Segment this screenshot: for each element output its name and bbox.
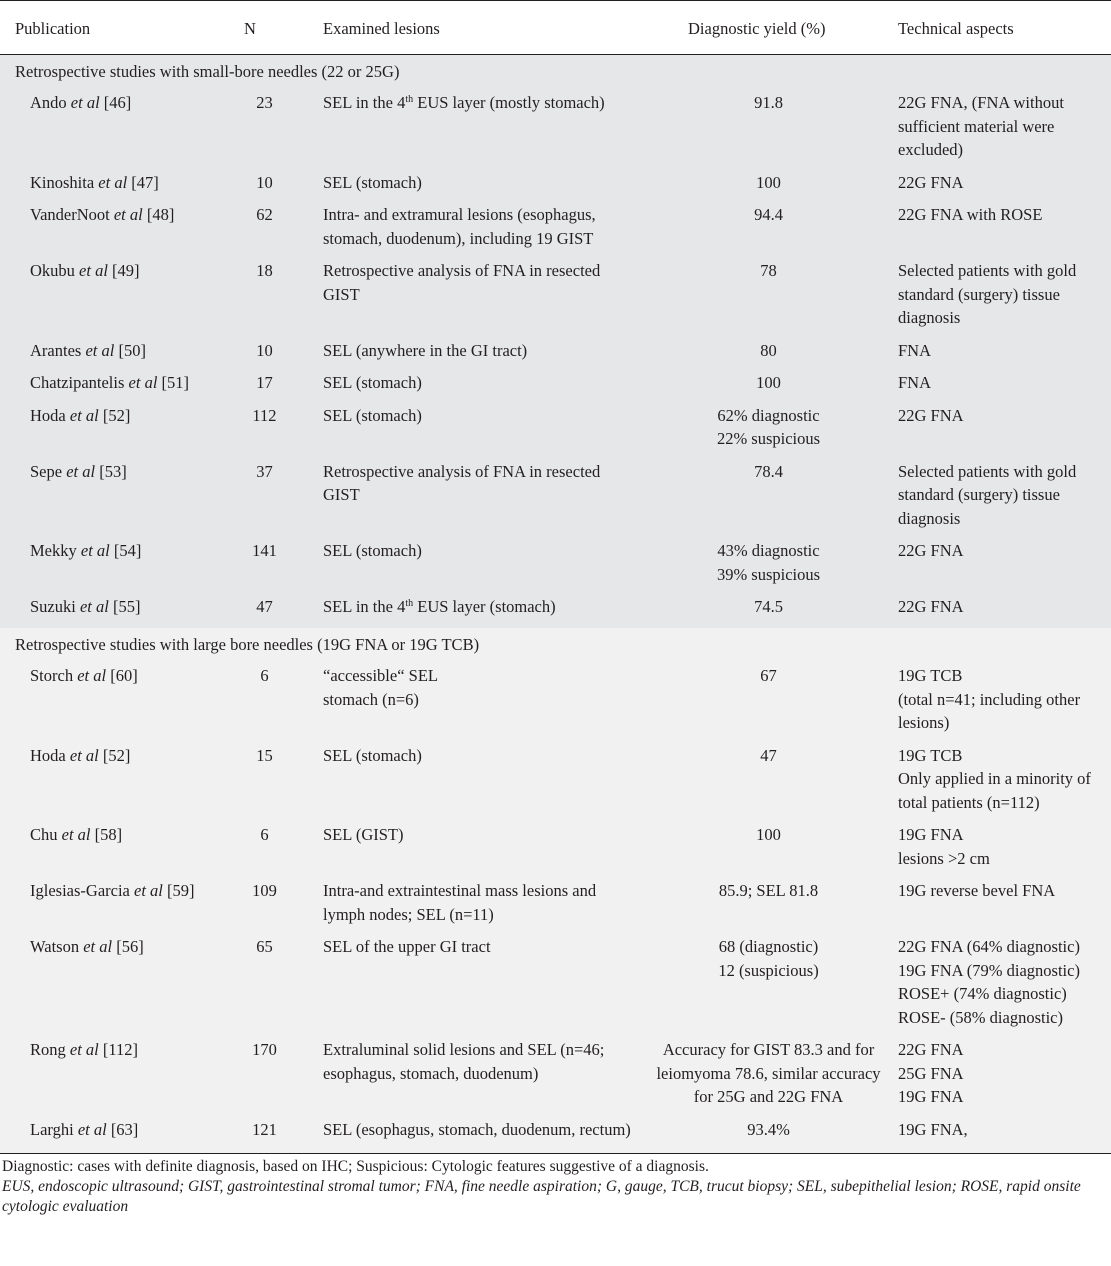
yield-line: 67 bbox=[760, 666, 777, 685]
reference: [63] bbox=[110, 1119, 139, 1139]
footnote-abbreviations: EUS, endoscopic ultrasound; GIST, gastrointestinal stromal tumor; FNA, fine needle aspiration; G, gauge, TCB, trucut biopsy; SEL, subepithelial lesion; ROSE, rapid onsite cytologic evaluation bbox=[2, 1178, 1081, 1215]
yield-line: 93.4% bbox=[747, 1119, 790, 1139]
et-al: et al bbox=[77, 1119, 107, 1139]
publication-cell bbox=[0, 879, 243, 935]
reference: [60] bbox=[110, 666, 138, 685]
technical-cell bbox=[886, 460, 1111, 540]
lesions-cell bbox=[286, 404, 641, 460]
reference: [52] bbox=[102, 745, 131, 765]
technical-cell bbox=[886, 1038, 1111, 1118]
author-name: Chatzipantelis bbox=[30, 373, 125, 392]
yield-cell bbox=[641, 171, 886, 204]
technical-cell bbox=[886, 339, 1111, 372]
et-al: et al bbox=[70, 93, 100, 112]
yield-cell bbox=[641, 371, 886, 404]
table-row bbox=[0, 664, 1111, 744]
technical-line: 22G FNA bbox=[898, 541, 964, 560]
author-name: Arantes bbox=[30, 340, 82, 360]
lesions-line: SEL (anywhere in the GI tract) bbox=[323, 340, 528, 360]
lesions-line: SEL (stomach) bbox=[323, 541, 422, 560]
reference: [59] bbox=[167, 881, 195, 900]
technical-line: 25G FNA bbox=[898, 1063, 964, 1083]
yield-cell bbox=[641, 823, 886, 879]
publication-cell bbox=[0, 404, 243, 460]
lesions-line: Intra-and extraintestinal mass lesions and lymph nodes; SEL (n=11) bbox=[323, 881, 597, 924]
technical-line: FNA bbox=[898, 340, 932, 360]
table-row bbox=[0, 879, 1111, 935]
technical-line: 19G TCB bbox=[898, 745, 963, 765]
header-row bbox=[0, 1, 1111, 55]
author-name: Sepe bbox=[30, 461, 63, 481]
technical-line: 19G FNA, bbox=[898, 1119, 968, 1139]
technical-cell bbox=[886, 823, 1111, 879]
lesions-cell bbox=[286, 664, 641, 744]
technical-cell bbox=[886, 539, 1111, 595]
n-cell: 170 bbox=[252, 1040, 277, 1059]
reference: [46] bbox=[103, 93, 132, 112]
publication-cell bbox=[0, 1118, 243, 1154]
technical-line: lesions >2 cm bbox=[898, 848, 990, 868]
author-name: Larghi bbox=[30, 1119, 74, 1139]
technical-cell bbox=[886, 595, 1111, 628]
et-al: et al bbox=[134, 881, 163, 900]
lesions-line: SEL (stomach) bbox=[323, 405, 422, 425]
n-cell: 18 bbox=[256, 261, 273, 280]
table-row bbox=[0, 259, 1111, 339]
et-al: et al bbox=[83, 937, 113, 956]
lesions-cell bbox=[286, 744, 641, 824]
et-al: et al bbox=[69, 745, 99, 765]
yield-line: Accuracy for GIST 83.3 and for leiomyoma 78.6, similar accuracy for 25G and 22G FNA bbox=[656, 1040, 881, 1106]
reference: [58] bbox=[94, 825, 123, 844]
table-row bbox=[0, 91, 1111, 171]
publication-cell bbox=[0, 171, 243, 204]
yield-cell bbox=[641, 1118, 886, 1154]
reference: [56] bbox=[116, 937, 144, 956]
technical-line: 19G FNA (79% diagnostic) bbox=[898, 960, 1080, 980]
n-cell: 65 bbox=[256, 937, 273, 956]
table-row bbox=[0, 1038, 1111, 1118]
lesions-cell bbox=[286, 171, 641, 204]
lesions-line: Retrospective analysis of FNA in resected GIST bbox=[323, 461, 601, 504]
n-cell: 6 bbox=[260, 666, 269, 685]
n-cell: 6 bbox=[260, 825, 269, 844]
header-technical: Technical aspects bbox=[886, 1, 1111, 55]
reference: [52] bbox=[102, 405, 131, 425]
lesions-cell bbox=[286, 339, 641, 372]
et-al: et al bbox=[80, 541, 110, 560]
n-cell: 121 bbox=[243, 1118, 286, 1154]
yield-line: 78.4 bbox=[754, 461, 783, 481]
header-publication: Publication bbox=[0, 1, 243, 55]
technical-cell bbox=[886, 744, 1111, 824]
lesions-text: SEL in the 4 bbox=[323, 597, 406, 616]
author-name: Watson bbox=[30, 937, 80, 956]
technical-cell bbox=[886, 371, 1111, 404]
technical-line: 19G TCB bbox=[898, 666, 963, 685]
et-al: et al bbox=[69, 405, 99, 425]
yield-cell bbox=[641, 664, 886, 744]
et-al: et al bbox=[79, 597, 109, 616]
reference: [54] bbox=[113, 541, 142, 560]
technical-line: 22G FNA with ROSE bbox=[898, 205, 1043, 224]
technical-line: ROSE+ (74% diagnostic) bbox=[898, 984, 1067, 1003]
n-cell: 15 bbox=[256, 745, 273, 765]
yield-cell bbox=[641, 203, 886, 259]
table-header bbox=[0, 1, 1111, 55]
technical-cell bbox=[886, 935, 1111, 1038]
author-name: Okubu bbox=[30, 261, 75, 280]
lesions-text: EUS layer (mostly stomach) bbox=[413, 93, 605, 112]
technical-line: 19G FNA bbox=[898, 825, 964, 844]
yield-line: 62% diagnostic bbox=[717, 405, 820, 425]
lesions-line: Intra- and extramural lesions (esophagus, stomach, duodenum), including 19 GIST bbox=[323, 205, 596, 248]
n-cell: 62 bbox=[256, 205, 273, 224]
lesions-cell bbox=[286, 539, 641, 595]
lesions-line: Retrospective analysis of FNA in resected GIST bbox=[323, 261, 601, 304]
technical-line: 19G reverse bevel FNA bbox=[898, 881, 1056, 900]
reference: [55] bbox=[112, 597, 141, 616]
author-name: Suzuki bbox=[30, 597, 76, 616]
lesions-cell bbox=[286, 823, 641, 879]
yield-line: 80 bbox=[760, 340, 777, 360]
author-name: Rong bbox=[30, 1040, 66, 1059]
technical-line: 22G FNA, (FNA without sufficient material were excluded) bbox=[898, 93, 1064, 159]
lesions-text: EUS layer (stomach) bbox=[413, 597, 556, 616]
yield-line: 12 (suspicious) bbox=[718, 960, 819, 980]
author-name: Mekky bbox=[30, 541, 77, 560]
n-cell: 17 bbox=[256, 373, 273, 392]
et-al: et al bbox=[113, 205, 143, 224]
reference: [49] bbox=[112, 261, 140, 280]
yield-cell bbox=[641, 744, 886, 824]
technical-line: 22G FNA bbox=[898, 1040, 964, 1059]
section-title: Retrospective studies with small-bore needles (22 or 25G) bbox=[15, 61, 400, 81]
publication-cell bbox=[0, 539, 243, 595]
n-cell: 10 bbox=[256, 172, 273, 192]
yield-cell bbox=[641, 539, 886, 595]
table-row bbox=[0, 339, 1111, 372]
ordinal-suffix: th bbox=[405, 598, 414, 609]
publication-cell bbox=[0, 460, 243, 540]
reference: [112] bbox=[102, 1040, 139, 1059]
lesions-cell bbox=[286, 91, 641, 171]
yield-line: 22% suspicious bbox=[716, 429, 821, 448]
lesions-line: SEL (stomach) bbox=[323, 745, 422, 765]
section-header-row bbox=[0, 54, 1111, 91]
yield-line: 39% suspicious bbox=[716, 564, 821, 584]
yield-line: 47 bbox=[760, 745, 777, 765]
yield-line: 100 bbox=[756, 825, 781, 844]
yield-line: 91.8 bbox=[754, 93, 783, 112]
technical-line: Selected patients with gold standard (surgery) tissue diagnosis bbox=[898, 461, 1077, 528]
author-name: Chu bbox=[30, 825, 58, 844]
table-row bbox=[0, 460, 1111, 540]
reference: [47] bbox=[131, 172, 159, 192]
et-al: et al bbox=[128, 373, 158, 392]
table-footnotes bbox=[0, 1154, 1111, 1217]
yield-line: 74.5 bbox=[754, 597, 783, 616]
lesions-line: SEL (stomach) bbox=[323, 373, 422, 392]
publication-cell bbox=[0, 595, 243, 628]
yield-line: 85.9; SEL 81.8 bbox=[718, 881, 819, 900]
lesions-line: Extraluminal solid lesions and SEL (n=46; esophagus, stomach, duodenum) bbox=[323, 1040, 605, 1083]
table-row bbox=[0, 539, 1111, 595]
technical-line: 22G FNA bbox=[898, 405, 964, 425]
technical-cell bbox=[886, 1118, 1111, 1154]
lesions-cell bbox=[286, 203, 641, 259]
lesions-cell bbox=[286, 1038, 641, 1118]
et-al: et al bbox=[98, 172, 128, 192]
yield-line: 78 bbox=[760, 261, 777, 280]
publication-cell bbox=[0, 339, 243, 372]
group-large-bore bbox=[0, 628, 1111, 1154]
author-name: Kinoshita bbox=[30, 172, 95, 192]
yield-cell bbox=[641, 339, 886, 372]
table-row bbox=[0, 595, 1111, 628]
lesions-line: SEL (esophagus, stomach, duodenum, rectum) bbox=[323, 1119, 631, 1139]
publication-cell bbox=[0, 664, 243, 744]
technical-line: 22G FNA (64% diagnostic) bbox=[898, 937, 1080, 956]
et-al: et al bbox=[77, 666, 107, 685]
author-name: Storch bbox=[30, 666, 74, 685]
technical-cell bbox=[886, 91, 1111, 171]
technical-line: Selected patients with gold standard (surgery) tissue diagnosis bbox=[898, 261, 1077, 327]
table-row bbox=[0, 1118, 1111, 1154]
et-al: et al bbox=[61, 825, 91, 844]
table-row bbox=[0, 203, 1111, 259]
reference: [50] bbox=[118, 340, 146, 360]
technical-cell bbox=[886, 203, 1111, 259]
n-cell: 109 bbox=[252, 881, 277, 900]
publication-cell bbox=[0, 203, 243, 259]
yield-line: 43% diagnostic bbox=[717, 541, 820, 560]
lesions-text: SEL in the 4 bbox=[323, 93, 406, 112]
yield-cell bbox=[641, 1038, 886, 1118]
reference: [53] bbox=[99, 461, 127, 481]
lesions-cell bbox=[286, 879, 641, 935]
section-title: Retrospective studies with large bore needles (19G FNA or 19G TCB) bbox=[15, 634, 480, 654]
technical-line: 19G FNA bbox=[898, 1087, 964, 1106]
lesions-cell bbox=[286, 259, 641, 339]
lesions-cell bbox=[286, 595, 641, 628]
yield-cell bbox=[641, 935, 886, 1038]
lesions-line: SEL (GIST) bbox=[323, 825, 404, 844]
yield-line: 100 bbox=[756, 172, 781, 192]
yield-cell bbox=[641, 404, 886, 460]
technical-cell bbox=[886, 404, 1111, 460]
section-header-row bbox=[0, 628, 1111, 665]
table-row bbox=[0, 744, 1111, 824]
technical-cell bbox=[886, 171, 1111, 204]
technical-line: 22G FNA bbox=[898, 597, 964, 616]
table-row bbox=[0, 935, 1111, 1038]
n-cell: 10 bbox=[256, 340, 273, 360]
yield-line: 68 (diagnostic) bbox=[718, 937, 819, 956]
technical-line: Only applied in a minority of total patients (n=112) bbox=[898, 769, 1091, 812]
lesions-cell bbox=[286, 935, 641, 1038]
yield-cell bbox=[641, 595, 886, 628]
lesions-line: “accessible“ SEL bbox=[323, 666, 438, 685]
yield-cell bbox=[641, 879, 886, 935]
author-name: Ando bbox=[30, 93, 67, 112]
et-al: et al bbox=[85, 340, 115, 360]
lesions-cell bbox=[286, 460, 641, 540]
table-row bbox=[0, 404, 1111, 460]
n-cell: 37 bbox=[256, 461, 273, 481]
lesions-line: SEL of the upper GI tract bbox=[323, 937, 491, 956]
et-al: et al bbox=[79, 261, 108, 280]
group-small-bore bbox=[0, 54, 1111, 628]
yield-cell bbox=[641, 91, 886, 171]
technical-cell bbox=[886, 259, 1111, 339]
publication-cell bbox=[0, 823, 243, 879]
technical-line: 22G FNA bbox=[898, 172, 964, 192]
technical-cell bbox=[886, 879, 1111, 935]
lesions-cell bbox=[286, 1118, 641, 1154]
n-cell: 47 bbox=[256, 597, 273, 616]
lesions-line: SEL (stomach) bbox=[323, 172, 422, 192]
n-cell: 141 bbox=[252, 541, 277, 560]
yield-line: 100 bbox=[756, 373, 781, 392]
publication-cell bbox=[0, 1038, 243, 1118]
author-name: VanderNoot bbox=[30, 205, 110, 224]
technical-line: FNA bbox=[898, 373, 932, 392]
yield-line: 94.4 bbox=[754, 205, 783, 224]
table-row bbox=[0, 823, 1111, 879]
yield-cell bbox=[641, 259, 886, 339]
author-name: Hoda bbox=[30, 745, 66, 765]
lesions-line: stomach (n=6) bbox=[323, 689, 419, 709]
et-al: et al bbox=[69, 1040, 99, 1059]
ordinal-suffix: th bbox=[405, 94, 414, 105]
header-lesions: Examined lesions bbox=[286, 1, 641, 55]
technical-line: ROSE- (58% diagnostic) bbox=[898, 1007, 1063, 1027]
technical-cell bbox=[886, 664, 1111, 744]
publication-cell bbox=[0, 371, 243, 404]
table-row bbox=[0, 171, 1111, 204]
lesions-cell bbox=[286, 371, 641, 404]
author-name: Hoda bbox=[30, 405, 66, 425]
et-al: et al bbox=[66, 461, 96, 481]
publication-cell bbox=[0, 744, 243, 824]
n-cell: 112 bbox=[252, 405, 277, 425]
header-n: N bbox=[243, 1, 286, 55]
footnote-definitions: Diagnostic: cases with definite diagnosis, based on IHC; Suspicious: Cytologic features suggestive of a diagnosis. bbox=[2, 1158, 709, 1175]
n-cell: 23 bbox=[256, 93, 273, 112]
table-row bbox=[0, 371, 1111, 404]
yield-cell bbox=[641, 460, 886, 540]
author-name: Iglesias-Garcia bbox=[30, 881, 130, 900]
reference: [48] bbox=[146, 205, 175, 224]
technical-line: (total n=41; including other lesions) bbox=[898, 689, 1081, 732]
publication-cell bbox=[0, 259, 243, 339]
reference: [51] bbox=[161, 373, 190, 392]
publication-cell bbox=[0, 91, 243, 171]
header-yield: Diagnostic yield (%) bbox=[641, 1, 886, 55]
publication-cell bbox=[0, 935, 243, 1038]
